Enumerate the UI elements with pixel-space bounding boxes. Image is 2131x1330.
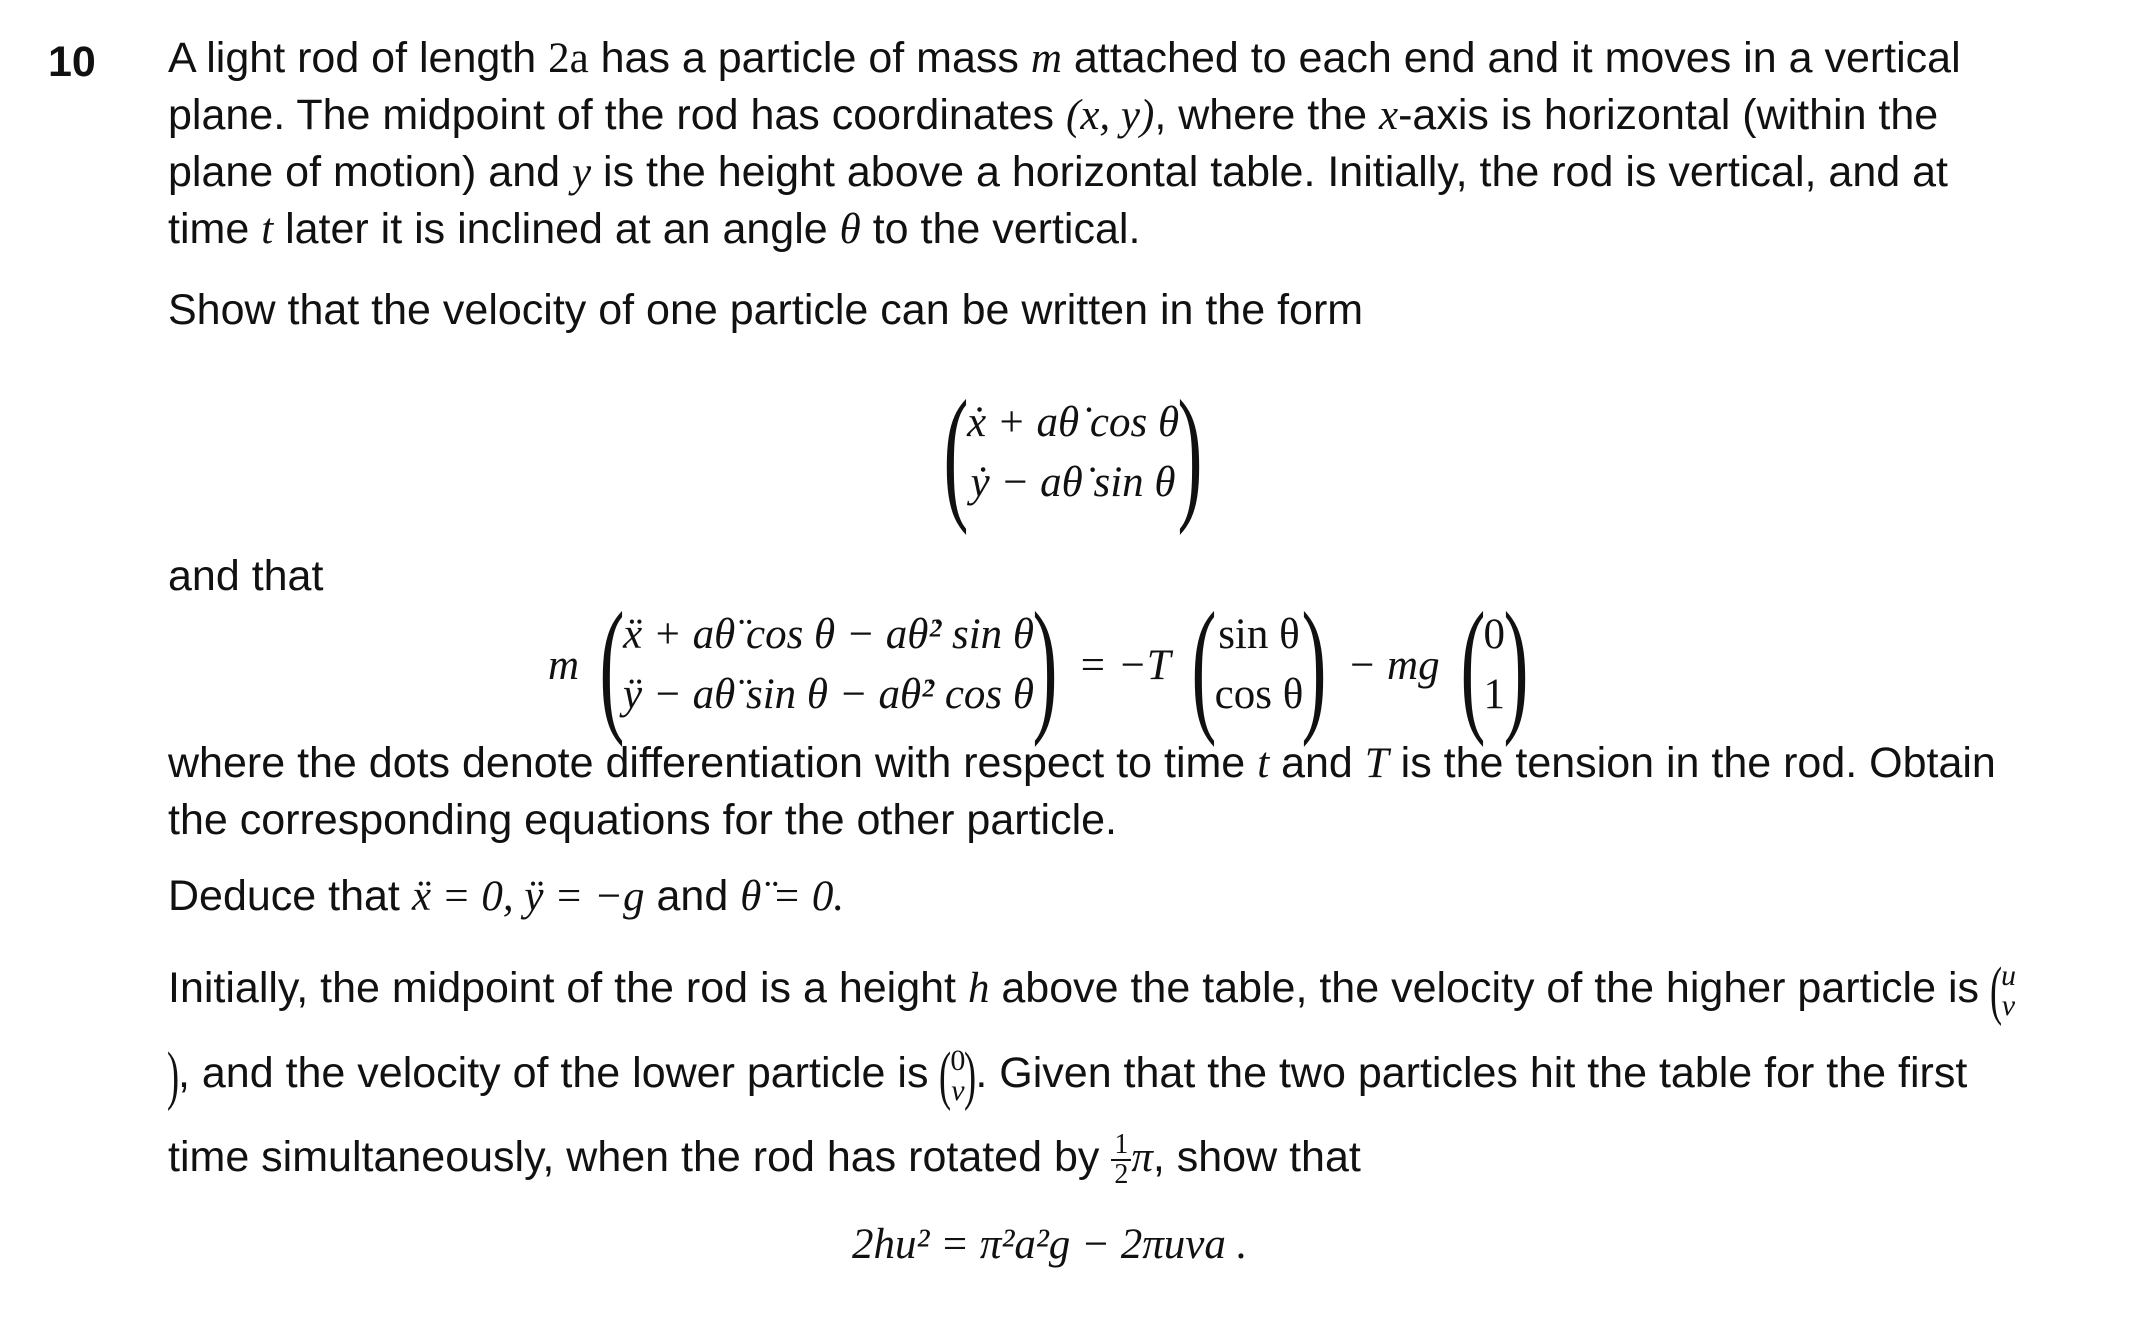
text-run: Deduce that xyxy=(168,872,412,920)
right-paren: ) xyxy=(964,1038,977,1112)
tension-row-1: sin θ xyxy=(1218,611,1300,658)
math-2a: 2a xyxy=(548,35,589,82)
vector-bottom: v xyxy=(951,1073,965,1107)
initial-conditions-paragraph xyxy=(168,946,2018,1200)
minus-mg: − mg xyxy=(1347,641,1440,689)
text-run: is the tension in the rod. Obtain the corresponding equations for the other particle. xyxy=(168,739,1996,844)
left-paren: ( xyxy=(1460,582,1486,748)
show-velocity-text: Show that the velocity of one particle can be written in the form xyxy=(168,286,1364,334)
math-y: y xyxy=(572,149,592,196)
left-paren: ( xyxy=(939,1038,952,1112)
math-m: m xyxy=(548,641,580,689)
vector-bottom: v xyxy=(2001,988,2016,1022)
vector-row-1: ẋ + aθ̇ cos θ xyxy=(966,399,1180,446)
final-equation xyxy=(852,1220,1247,1269)
text-run: is the height above a horizontal table. Initially, the rod is vertical, and at time xyxy=(168,148,1948,253)
left-paren: ( xyxy=(1989,953,2003,1027)
left-paren: ( xyxy=(943,370,969,536)
deduce-paragraph xyxy=(168,868,2018,925)
text-run: , show that xyxy=(1152,1133,1361,1181)
final-equation-text: 2hu² = π²a²g − 2πuva . xyxy=(852,1221,1248,1268)
text-run: attached to each end and it moves in a vertical plane. The midpoint of the rod has coordinates xyxy=(168,34,1961,139)
gravity-row-1: 0 xyxy=(1483,611,1506,658)
equals-minus-T: = −T xyxy=(1077,641,1171,689)
right-paren: ) xyxy=(1503,582,1529,748)
fraction-half xyxy=(1111,1128,1131,1190)
text-run: . Given that the two particles hit the table for the first time simultaneously, when the rod has rotated by xyxy=(168,1049,1968,1181)
math-T: T xyxy=(1364,740,1389,787)
text-run: Initially, the midpoint of the rod is a height xyxy=(168,964,968,1012)
math-m: m xyxy=(1030,35,1062,82)
text-run: -axis is horizontal (within the plane of motion) and xyxy=(168,91,1939,196)
text-run: later it is inclined at an angle xyxy=(273,205,840,253)
vector-column xyxy=(967,393,1179,513)
right-paren: ) xyxy=(1032,582,1058,748)
gravity-row-2: 1 xyxy=(1483,671,1506,718)
left-paren: ( xyxy=(599,582,625,748)
left-paren: ( xyxy=(1191,582,1217,748)
acceleration-row-2: ÿ − aθ̈ sin θ − aθ̇² cos θ xyxy=(623,671,1035,718)
math-x: x xyxy=(1379,92,1399,139)
equation-of-motion xyxy=(548,582,1529,748)
right-paren: ) xyxy=(1301,582,1327,748)
fraction-numerator: 1 xyxy=(1111,1131,1131,1161)
gravity-column xyxy=(1484,605,1506,725)
math-deduce-2: θ̈ = 0. xyxy=(740,873,845,920)
text-run: , and the velocity of the lower particle is xyxy=(177,1049,941,1097)
math-pi: π xyxy=(1131,1134,1153,1181)
text-run: where the dots denote differentiation with respect to time xyxy=(168,739,1258,787)
intro-paragraph xyxy=(168,30,2018,258)
right-paren: ) xyxy=(166,1038,180,1112)
text-run: and xyxy=(1269,739,1365,787)
text-run: has a particle of mass xyxy=(588,34,1031,82)
and-that-text: and that xyxy=(168,552,324,600)
math-t: t xyxy=(1257,740,1270,787)
tension-column xyxy=(1215,605,1304,725)
text-run: , where the xyxy=(1154,91,1380,139)
velocity-vector xyxy=(943,370,1203,536)
right-paren: ) xyxy=(1177,370,1203,536)
math-t: t xyxy=(261,206,274,253)
higher-velocity-vector xyxy=(2000,958,2016,1022)
math-h: h xyxy=(967,965,990,1012)
question-number: 10 xyxy=(48,38,96,86)
text-run: A light rod of length xyxy=(168,34,549,82)
tension-row-2: cos θ xyxy=(1214,671,1304,718)
vector-top: u xyxy=(2000,958,2016,992)
fraction-denominator: 2 xyxy=(1114,1158,1129,1190)
vector-row-2: ẏ − aθ̇ sin θ xyxy=(970,459,1176,506)
math-deduce-1: ẍ = 0, ÿ = −g xyxy=(411,873,645,920)
math-theta: θ xyxy=(839,206,861,253)
text-run: and xyxy=(644,872,741,920)
text-run: above the table, the velocity of the higher particle is xyxy=(989,964,1991,1012)
tension-paragraph xyxy=(168,735,2018,848)
math-xy: (x, y) xyxy=(1066,92,1155,139)
acceleration-column xyxy=(623,605,1034,725)
vector-top: 0 xyxy=(950,1043,966,1077)
acceleration-row-1: ẍ + aθ̈ cos θ − aθ̇² sin θ xyxy=(623,611,1035,658)
text-run: to the vertical. xyxy=(860,205,1141,253)
